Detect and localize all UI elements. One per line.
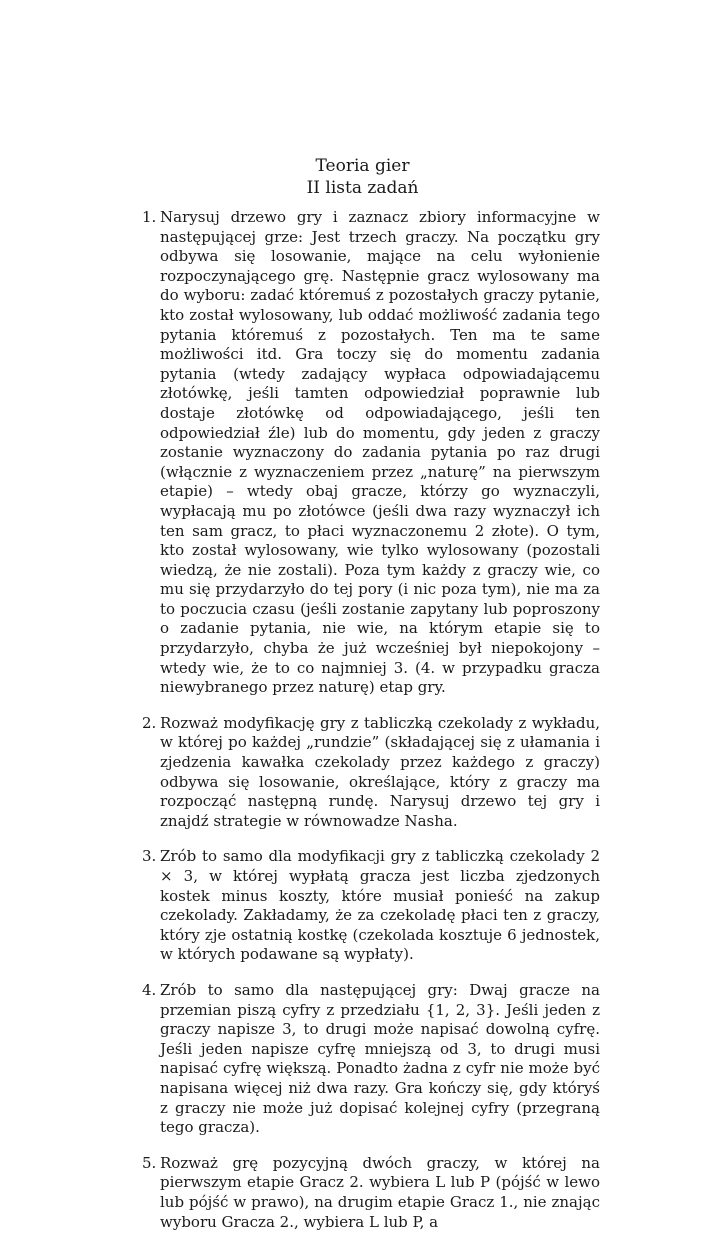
problem-text: Rozważ grę pozycyjną dwóch graczy, w której na pierwszym etapie Gracz 2. wybiera L lub P (pójść w lewo lub pójść w prawo), na drugim etapie Gracz 1., nie znając wyboru Gracza 2., wybiera L lub P, a: [160, 1153, 600, 1231]
page-subtitle: II lista zadań: [306, 178, 419, 198]
problem-text: Zrób to samo dla następującej gry: Dwaj gracze na przemian piszą cyfry z przedziału {1, 2, 3}. Jeśli jeden z graczy napisze 3, to drugi może napisać dowolną cyfrę. Jeśli jeden napisze cyfrę mniejszą od 3, to drugi musi napisać cyfrę większą. Ponadto żadna z cyfr nie może być napisana więcej niż dwa razy. Gra kończy się, gdy któryś z graczy nie może już dopisać kolejnej cyfry (przegraną tego gracza).: [160, 980, 600, 1137]
problem-item-2: [130, 714, 600, 832]
problem-item-1: [130, 208, 600, 698]
page-title: Teoria gier: [315, 156, 410, 176]
header: [0, 155, 725, 199]
problem-list: [130, 208, 600, 1248]
problem-number: 3.: [142, 847, 157, 866]
problem-text: Rozważ modyfikację gry z tabliczką czekolady z wykładu, w której po każdej „rundzie” (składającej się z ułamania i zjedzenia kawałka czekolady przez każdego z graczy) odbywa się losowanie, określające, który z graczy ma rozpocząć następną rundę. Narysuj drzewo tej gry i znajdź strategie w równowadze Nasha.: [160, 713, 600, 830]
problem-number: 5.: [142, 1153, 157, 1172]
problem-item-4: [130, 981, 600, 1138]
problem-number: 2.: [142, 713, 157, 732]
problem-text: Narysuj drzewo gry i zaznacz zbiory informacyjne w następującej grze: Jest trzech graczy. Na początku gry odbywa się losowanie, mające na celu wyłonienie rozpoczynającego grę. Następnie gracz wylosowany ma do wyboru: zadać któremuś z pozostałych graczy pytanie, kto został wylosowany, lub oddać możliwość zadania tego pytania któremuś z pozostałych. Ten ma te same możliwości itd. Gra toczy się do momentu zadania pytania (wtedy zadający wypłaca odpowiadającemu złotówkę, jeśli tamten odpowiedział poprawnie lub dostaje złotówkę od odpowiadającego, jeśli ten odpowiedział źle) lub do momentu, gdy jeden z graczy zostanie wyznaczony do zadania pytania po raz drugi (włącznie z wyznaczeniem przez „naturę” na pierwszym etapie) – wtedy obaj gracze, którzy go wyznaczyli, wypłacają mu po złotówce (jeśli dwa razy wyznaczył ich ten sam gracz, to płaci wyznaczonemu 2 złote). O tym, kto został wylosowany, wie tylko wylosowany (pozostali wiedzą, że nie zostali). Poza tym każdy z graczy wie, co mu się przydarzyło do tej pory (i nic poza tym), nie ma za to poczucia czasu (jeśli zostanie zapytany lub poproszony o zadanie pytania, nie wie, na którym etapie się to przydarzyło, chyba że już wcześniej był niepokojony – wtedy wie, że to co najmniej 3. (4. w przypadku gracza niewybranego przez naturę) etap gry.: [160, 208, 600, 697]
problem-text: Zrób to samo dla modyfikacji gry z tabliczką czekolady 2 × 3, w której wypłatą gracza jest liczba zjedzonych kostek minus koszty, które musiał ponieść na zakup czekolady. Zakładamy, że za czekoladę płaci ten z graczy, który zje ostatnią kostkę (czekolada kosztuje 6 jednostek, w których podawane są wypłaty).: [160, 847, 600, 964]
problem-item-5: [130, 1154, 600, 1232]
problem-number: 4.: [142, 980, 157, 999]
problem-item-3: [130, 847, 600, 965]
problem-number: 1.: [142, 208, 157, 226]
